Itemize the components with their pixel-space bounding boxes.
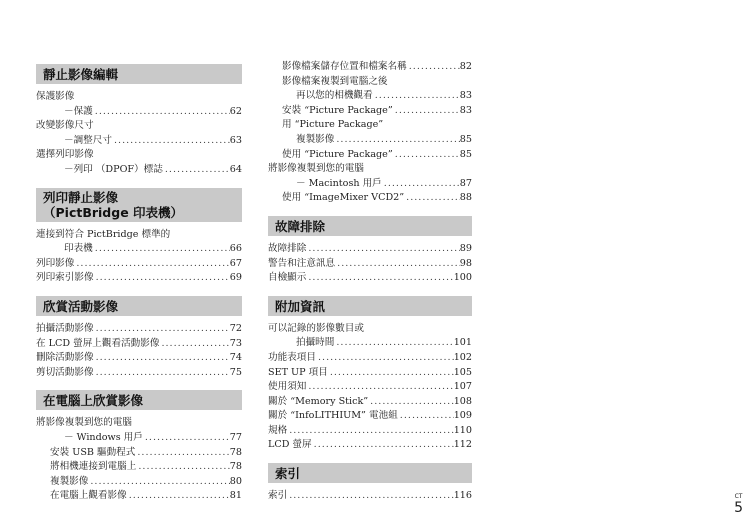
leader-dots: [306, 271, 453, 286]
page-number: [734, 493, 743, 516]
leader-dots: [382, 177, 460, 192]
leader-dots: [335, 257, 460, 272]
leader-dots: [163, 163, 230, 178]
toc-entry[interactable]: SET UP 項目 ..... 105: [268, 366, 472, 381]
leader-dots: [407, 60, 460, 75]
toc-entry[interactable]: 選擇列印影像: [36, 149, 94, 161]
leader-dots: [93, 242, 230, 257]
leader-dots: [393, 148, 460, 163]
leader-dots: [94, 366, 230, 381]
toc-list: [36, 322, 242, 380]
leader-dots: [312, 438, 454, 453]
leader-dots: [93, 105, 230, 120]
leader-dots: [334, 133, 459, 148]
toc-entry[interactable]: 複製影像 ..... 80: [36, 475, 242, 490]
toc-list: [268, 322, 472, 453]
toc-entry[interactable]: 使用 “Picture Package” ..... 85: [268, 148, 472, 163]
toc-list: [36, 90, 242, 178]
toc-entry[interactable]: 改變影像尺寸: [36, 120, 94, 132]
toc-entry[interactable]: 故障排除 ..... 89: [268, 242, 472, 257]
toc-entry[interactable]: 拍攝活動影像 ..... 72: [36, 322, 242, 337]
section-heading-enjoy-on-computer: 在電腦上欣賞影像: [36, 390, 242, 410]
leader-dots: [316, 351, 454, 366]
toc-entry[interactable]: 列印影像 ..... 67: [36, 257, 242, 272]
toc-entry[interactable]: 列印索引影像 ..... 69: [36, 271, 242, 286]
leader-dots: [74, 257, 229, 272]
leader-dots: [88, 475, 229, 490]
toc-entry[interactable]: 將相機連接到電腦上 ..... 78: [36, 460, 242, 475]
leader-dots: [159, 337, 229, 352]
toc-entry[interactable]: 可以記錄的影像數目或: [268, 322, 364, 334]
leader-dots: [373, 89, 460, 104]
leader-dots: [94, 271, 230, 286]
leader-dots: [136, 460, 229, 475]
section-heading-additional-info: 附加資訊: [268, 296, 472, 316]
toc-entry[interactable]: 安裝 “Picture Package” ..... 83: [268, 104, 472, 119]
toc-list: [268, 60, 472, 206]
toc-entry[interactable]: －列印 （DPOF）標誌 ..... 64: [36, 163, 242, 178]
section-heading-print-still-images: 列印靜止影像 （PictBridge 印表機）: [36, 188, 242, 222]
leader-dots: [135, 446, 229, 461]
toc-entry[interactable]: －保護 ..... 62: [36, 105, 242, 120]
toc-entry[interactable]: LCD 螢屏 ..... 112: [268, 438, 472, 453]
toc-entry[interactable]: 再以您的相機觀看 ..... 83: [268, 89, 472, 104]
toc-entry[interactable]: 影像檔案複製到電腦之後: [282, 75, 388, 87]
toc-entry[interactable]: 警告和注意訊息 ..... 98: [268, 257, 472, 272]
toc-entry[interactable]: 保護影像: [36, 91, 75, 102]
toc-list: [36, 228, 242, 286]
locale-code: CT: [734, 493, 743, 500]
leader-dots: [143, 431, 230, 446]
toc-list: [268, 489, 472, 504]
toc-entry[interactable]: 拍攝時間 ..... 101: [268, 336, 472, 351]
toc-entry[interactable]: 功能表項目 ..... 102: [268, 351, 472, 366]
toc-entry[interactable]: 在 LCD 螢屏上觀看活動影像 ..... 73: [36, 337, 242, 352]
toc-entry[interactable]: － Macintosh 用戶 ..... 87: [268, 177, 472, 192]
toc-entry[interactable]: 複製影像 ..... 85: [268, 133, 472, 148]
leader-dots: [127, 489, 230, 504]
right-column: [268, 60, 472, 514]
left-column: [36, 64, 242, 514]
toc-entry[interactable]: 將影像複製到您的電腦: [268, 163, 364, 175]
toc-entry[interactable]: 關於 “InfoLITHIUM” 電池組 ..... 109: [268, 409, 472, 424]
toc-entry[interactable]: 用 “Picture Package”: [282, 119, 384, 131]
toc-entry[interactable]: 印表機 ..... 66: [36, 242, 242, 257]
section-heading-troubleshooting: 故障排除: [268, 216, 472, 236]
leader-dots: [368, 395, 454, 410]
leader-dots: [287, 424, 454, 439]
toc-entry[interactable]: －調整尺寸 ..... 63: [36, 134, 242, 149]
toc-entry[interactable]: 自檢顯示 ..... 100: [268, 271, 472, 286]
toc-entry[interactable]: － Windows 用戶 ..... 77: [36, 431, 242, 446]
page-number-value: 5: [734, 500, 743, 516]
toc-entry[interactable]: 將影像複製到您的電腦: [36, 417, 132, 429]
toc-entry[interactable]: 索引 ..... 116: [268, 489, 472, 504]
toc-entry[interactable]: 使用須知 ..... 107: [268, 380, 472, 395]
toc-entry[interactable]: 剪切活動影像 ..... 75: [36, 366, 242, 381]
toc-list: [36, 416, 242, 504]
leader-dots: [112, 134, 230, 149]
leader-dots: [287, 489, 454, 504]
toc-entry[interactable]: 影像檔案儲存位置和檔案名稱 ..... 82: [268, 60, 472, 75]
leader-dots: [393, 104, 460, 119]
toc-entry[interactable]: 連接到符合 PictBridge 標準的: [36, 228, 171, 240]
leader-dots: [94, 322, 230, 337]
section-heading-index: 索引: [268, 463, 472, 483]
leader-dots: [404, 191, 460, 206]
leader-dots: [398, 409, 454, 424]
toc-entry[interactable]: 安裝 USB 驅動程式 ..... 78: [36, 446, 242, 461]
section-heading-still-image-editing: 靜止影像編輯: [36, 64, 242, 84]
leader-dots: [306, 380, 453, 395]
toc-list: [268, 242, 472, 286]
leader-dots: [306, 242, 459, 257]
toc-entry[interactable]: 在電腦上觀看影像 ..... 81: [36, 489, 242, 504]
toc-entry[interactable]: 規格 ..... 110: [268, 424, 472, 439]
leader-dots: [94, 351, 230, 366]
toc-entry[interactable]: 刪除活動影像 ..... 74: [36, 351, 242, 366]
leader-dots: [334, 336, 453, 351]
toc-entry[interactable]: 關於 “Memory Stick” ..... 108: [268, 395, 472, 410]
leader-dots: [328, 366, 454, 381]
section-heading-enjoy-movies: 欣賞活動影像: [36, 296, 242, 316]
toc-entry[interactable]: 使用 “ImageMixer VCD2” ..... 88: [268, 191, 472, 206]
